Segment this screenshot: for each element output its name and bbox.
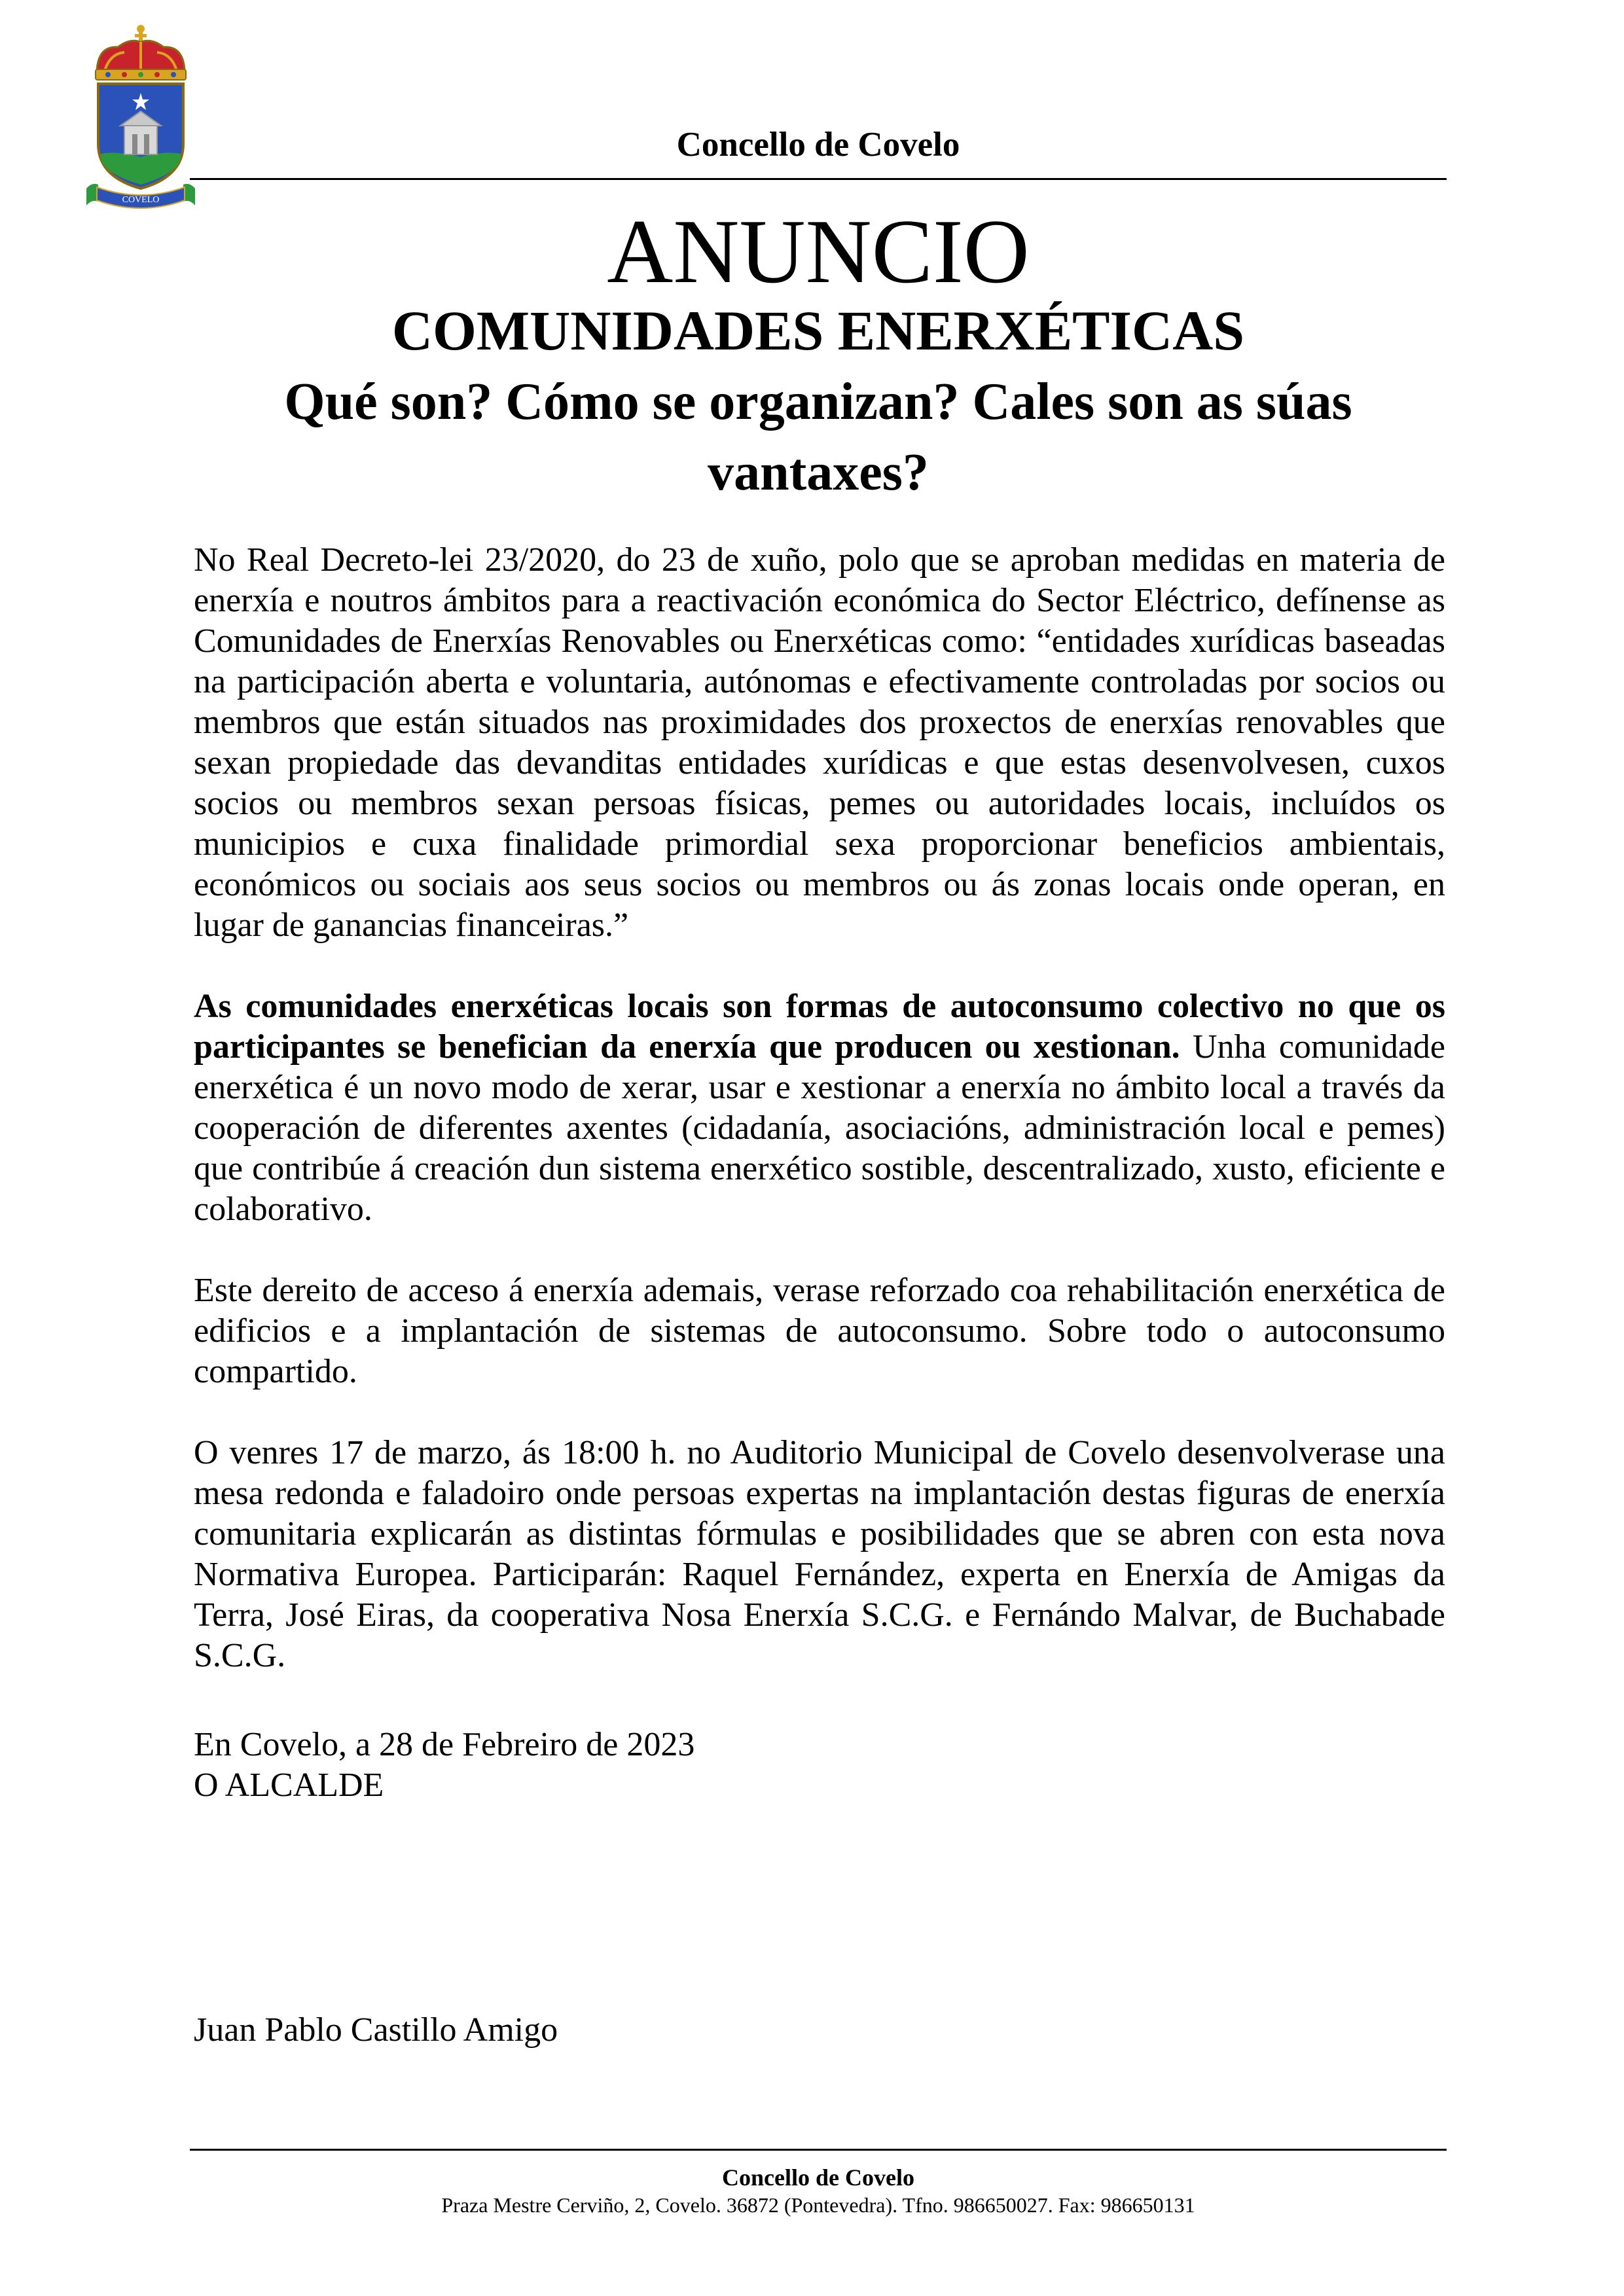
body-text (194, 540, 1445, 1676)
paragraph-definition: No Real Decreto-lei 23/2020, do 23 de xuño, polo que se aproban medidas en materia de enerxía e noutros ámbitos para a reactivación económica do Sector Eléctrico, defínense as Comunidades de Enerxías Renovables ou Enerxéticas como: “entidades xurídicas baseadas na participación aberta e voluntaria, autónomas e efectivamente controladas por socios ou membros que están situados nas proximidades dos proxectos de enerxías renovables que sexan propiedade das devanditas entidades xurídicas e que estas desenvolvesen, cuxos socios ou membros sexan persoas físicas, pemes ou autoridades locais, incluídos os municipios e cuxa finalidade primordial sexa proporcionar beneficios ambientais, económicos ou sociais aos seus socios ou membros ou ás zonas locais onde operan, en lugar de ganancias financeiras.” (194, 541, 1445, 944)
document-question: Qué son? Cómo se organizan? Cales son as súas vantaxes? (284, 373, 1352, 501)
coat-of-arms-logo (79, 20, 203, 209)
paragraph-bold-lead: As comunidades enerxéticas locais son formas de autoconsumo colectivo no que os participantes se benefician da enerxía que producen ou xestionan. (194, 988, 1445, 1066)
document-title: ANUNCIO (607, 201, 1030, 302)
crown-icon (96, 25, 186, 80)
signatory-name: Juan Pablo Castillo Amigo (194, 2011, 558, 2049)
footer-address: Praza Mestre Cerviño, 2, Covelo. 36872 (Pontevedra). Tfno. 986650027. Fax: 986650131 (441, 2193, 1195, 2217)
document-subtitle: COMUNIDADES ENERXÉTICAS (391, 299, 1245, 362)
shield-icon (98, 84, 183, 188)
paragraph-event: O venres 17 de marzo, ás 18:00 h. no Auditorio Municipal de Covelo desenvolverase una mesa redonda e faladoiro onde persoas expertas na implantación destas figuras de enerxía comunitaria explicarán as distintas fórmulas e posibilidades que se abren con esta nova Normativa Europea. Participarán: Raquel Fernández, experta en Enerxía de Amigas da Terra, José Eiras, da cooperativa Nosa Enerxía S.C.G. e Fernándo Malvar, de Buchabade S.C.G. (194, 1434, 1445, 1674)
place-date: En Covelo, a 28 de Febreiro de 2023 (194, 1726, 695, 1763)
footer-divider (190, 2149, 1447, 2151)
crest-ribbon-text: COVELO (122, 195, 160, 205)
signatory-role: O ALCALDE (194, 1767, 384, 1804)
header-divider (190, 178, 1447, 180)
header-title: Concello de Covelo (676, 126, 960, 164)
closing-block (194, 1725, 695, 1806)
paragraph-access: Este dereito de acceso á enerxía ademais, verase reforzado coa rehabilitación enerxética de edificios e a implantación de sistemas de autoconsumo. Sobre todo o autoconsumo compartido. (194, 1272, 1445, 1390)
paragraph-continuation: Unha comunidade enerxética é un novo modo de xerar, usar e xestionar a enerxía no ámbito local a través da cooperación de diferentes axentes (cidadanía, asociacións, administración local e pemes) que contribúe á creación dun sistema enerxético sostible, descentralizado, xusto, eficiente e colaborativo. (194, 1028, 1445, 1228)
footer-title: Concello de Covelo (722, 2164, 914, 2191)
paragraph-local-communities (194, 986, 1445, 1230)
